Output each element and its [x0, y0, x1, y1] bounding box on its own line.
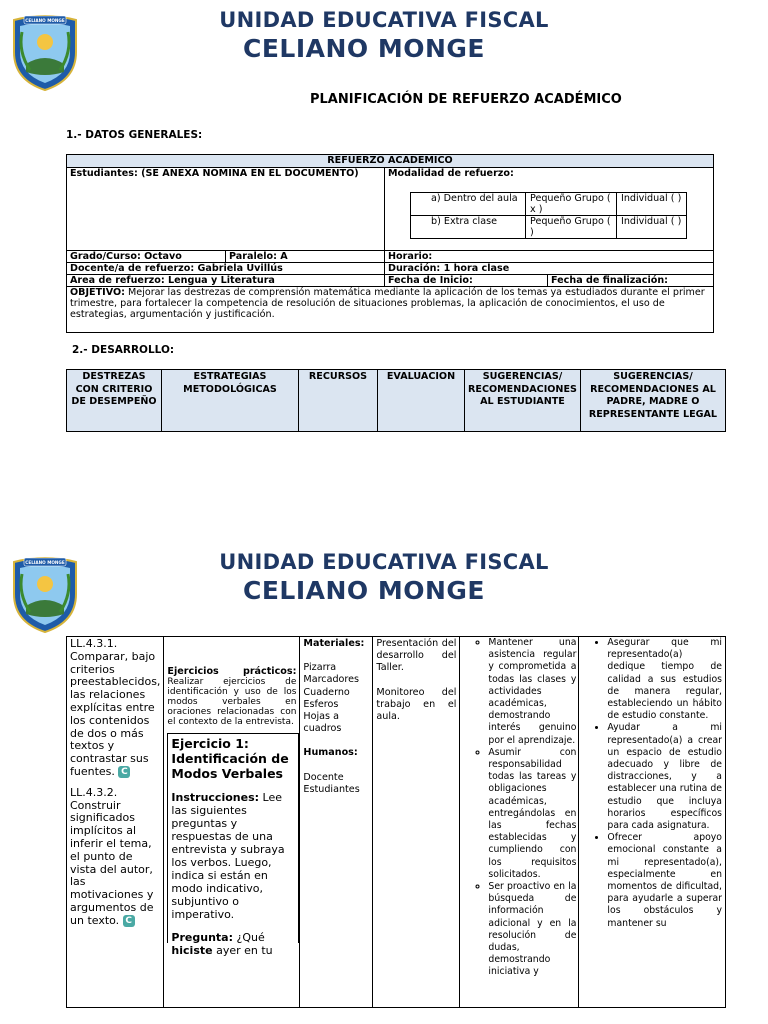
datos-generales-table	[66, 154, 714, 333]
header-sug-padres: SUGERENCIAS/ RECOMENDACIONES AL PADRE, MADRE O REPRESENTANTE LEGAL	[580, 370, 725, 432]
humano-item: Estudiantes	[303, 783, 360, 795]
plan-title: PLANIFICACIÓN DE REFUERZO ACADÉMICO	[310, 92, 622, 107]
material-item: Hojas a cuadros	[303, 711, 342, 735]
objetivo-text: Mejorar las destrezas de comprensión matemática mediante la aplicación de los temas ya estudiados durante el primer trimestre, para fortalecer la competencia de resolución de situaciones problemas, la aplicación de conocimientos, el uso de estrategias, argumentación y justificación.	[70, 287, 705, 320]
sug-estudiante-item: ◦ Asumir con responsabilidad todas las tareas y obligaciones académicas, entregándolas en las fechas establecidas y cumpliendo con los requisitos solicitados.	[488, 747, 576, 881]
pregunta-label: Pregunta:	[171, 931, 233, 944]
instrucciones	[171, 791, 295, 921]
area-cell: Area de refuerzo: Lengua y Literatura	[67, 275, 385, 287]
desarrollo-header-table	[66, 369, 726, 432]
evaluacion-cell	[373, 637, 460, 1008]
sug-padres-item: • Asegurar que mi representado(a) dedique tiempo de calidad a sus estudios de manera regular, estableciendo un hábito de estudio constante.	[607, 637, 722, 722]
sug-estudiante-cell	[460, 637, 579, 1008]
evaluacion-item: Presentación del desarrollo del Taller.	[376, 638, 457, 674]
pregunta-verb: hiciste	[171, 944, 213, 957]
header-recursos: RECURSOS	[299, 370, 378, 432]
desarrollo-content-table	[66, 636, 726, 1008]
school-name-line2: CELIANO MONGE	[242, 34, 486, 63]
modalidad-label: Modalidad de refuerzo:	[388, 168, 514, 179]
modalidad-individual-a: Individual ( )	[617, 193, 687, 216]
header-sug-estudiante: SUGERENCIAS/ RECOMENDACIONES AL ESTUDIANTE	[465, 370, 581, 432]
fecha-inicio-cell: Fecha de Inicio:	[385, 275, 548, 287]
pregunta-text-b: ayer en tu	[212, 944, 273, 957]
destreza-2-text: LL.4.3.2. Construir significados implícitos al inferir el tema, el punto de vista del autor, las motivaciones y argumentos de un texto.	[70, 785, 154, 927]
modalidad-cell	[385, 168, 714, 251]
ejercicios-practicos	[167, 667, 299, 727]
objetivo-cell	[67, 287, 714, 333]
modalidad-grupo-b: Pequeño Grupo ( )	[526, 216, 617, 239]
sug-padres-item: • Ofrecer apoyo emocional constante a mi representado(a), especialmente en momentos de dificultad, para ayudarle a superar los obstáculos y mantener su	[607, 832, 722, 930]
section-datos-generales: 1.- DATOS GENERALES:	[66, 129, 203, 141]
duracion-cell: Duración: 1 hora clase	[385, 263, 714, 275]
header-evaluacion: EVALUACION	[378, 370, 465, 432]
instrucciones-text: Lee las siguientes preguntas y respuestas de una entrevista y subraya los verbos. Luego, indica si están en modo indicativo, subjuntivo o imperativo.	[171, 791, 285, 921]
school-name-line1: UNIDAD EDUCATIVA FISCAL	[219, 8, 549, 32]
destreza-2	[70, 787, 160, 928]
docente-cell: Docente/a de refuerzo: Gabriela Uvillús	[67, 263, 385, 275]
modalidad-individual-b: Individual ( )	[617, 216, 687, 239]
grado-cell: Grado/Curso: Octavo	[67, 251, 226, 263]
material-item: Pizarra	[303, 662, 337, 674]
sug-padres-item: • Ayudar a mi representado(a) a crear un espacio de estudio adecuado y libre de distracciones, y a establecer una rutina de estudio que incluya horarios específicos para cada asignatura.	[607, 722, 722, 832]
humanos-list	[303, 772, 369, 796]
sug-padres-list	[581, 637, 722, 930]
sug-estudiante-item: ◦ Ser proactivo en la búsqueda de información adicional y en la resolución de dudas, demostrando iniciativa y	[488, 881, 576, 979]
pregunta	[171, 931, 295, 957]
evaluacion-item: Monitoreo del trabajo en el aula.	[376, 686, 457, 723]
school-name-line1-page2: UNIDAD EDUCATIVA FISCAL	[219, 550, 549, 574]
materiales-label: Materiales:	[303, 638, 365, 649]
ejercicios-text: Realizar ejercicios de identificación y uso de los modos verbales en oraciones relacionadas con el contexto de la entrevista.	[167, 677, 297, 727]
humanos-label: Humanos:	[303, 747, 358, 759]
destreza-1	[70, 638, 160, 779]
material-item: Cuaderno	[303, 686, 350, 698]
modalidad-option-a: a) Dentro del aula	[411, 193, 526, 216]
modalidad-grupo-a: Pequeño Grupo ( x )	[526, 193, 617, 216]
header-destrezas: DESTREZAS CON CRITERIO DE DESEMPEÑO	[67, 370, 162, 432]
citation-badge-icon[interactable]: C	[123, 915, 135, 927]
material-item: Esferos	[303, 698, 339, 710]
humano-item: Docente	[303, 771, 344, 783]
pregunta-text-a: ¿Qué	[233, 931, 265, 944]
school-name-line2-page2: CELIANO MONGE	[242, 576, 486, 605]
horario-cell: Horario:	[385, 251, 714, 263]
instrucciones-label: Instrucciones:	[171, 791, 260, 804]
sug-estudiante-list	[462, 637, 576, 979]
sug-estudiante-item: ◦ Mantener una asistencia regular y comprometida a todas las clases y actividades académicas, demostrando interés genuino por el aprendizaje.	[488, 637, 576, 747]
destrezas-cell	[67, 637, 164, 1008]
materiales-list	[303, 662, 369, 735]
ejercicio-box	[167, 733, 299, 957]
citation-badge-icon[interactable]: C	[118, 766, 130, 778]
modalidad-option-b: b) Extra clase	[411, 216, 526, 239]
refuerzo-header: REFUERZO ACADEMICO	[67, 155, 714, 168]
estudiantes-cell: Estudiantes: (SE ANEXA NOMINA EN EL DOCUMENTO)	[67, 168, 385, 251]
objetivo-label: OBJETIVO:	[70, 287, 125, 298]
fecha-fin-cell: Fecha de finalización:	[548, 275, 714, 287]
estrategias-cell	[164, 637, 300, 1008]
paralelo-cell: Paralelo: A	[226, 251, 385, 263]
section-desarrollo: 2.- DESARROLLO:	[72, 344, 175, 356]
crest-banner-text: CELIANO MONGE	[25, 18, 65, 23]
material-item: Marcadores	[303, 674, 360, 686]
modalidad-options-table	[410, 192, 687, 239]
sug-padres-cell	[579, 637, 726, 1008]
crest-banner-text-page2: CELIANO MONGE	[25, 560, 65, 565]
ejercicio-title: Ejercicio 1: Identificación de Modos Verbales	[171, 736, 289, 781]
destreza-1-text: LL.4.3.1. Comparar, bajo criterios preestablecidos, las relaciones explícitas entre los contenidos de dos o más textos y contrastar sus fuentes.	[70, 637, 161, 778]
recursos-cell	[300, 637, 373, 1008]
header-estrategias: ESTRATEGIAS METODOLÓGICAS	[162, 370, 299, 432]
ejercicios-label: Ejercicios prácticos:	[167, 666, 297, 677]
